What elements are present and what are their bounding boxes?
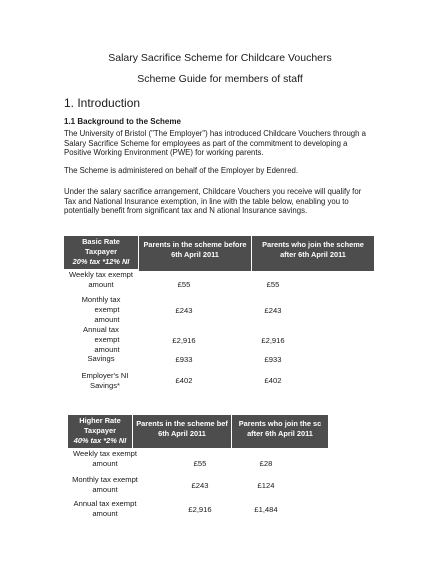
row-label-line: Annual tax exempt	[73, 499, 137, 508]
intro-line: Salary Sacrifice Scheme for employees as part of the commitment to developing a	[64, 138, 348, 148]
table-cell-after: £402	[264, 376, 282, 385]
header-rate: 20% tax *12% NI	[72, 257, 130, 266]
subsection-heading: 1.1 Background to the Scheme	[64, 117, 181, 126]
basic-rate-header	[64, 236, 138, 269]
table-row-label	[64, 270, 138, 290]
header-label: Basic Rate	[82, 237, 120, 246]
admin-line: The Scheme is administered on behalf of the Employer by Edenred.	[64, 166, 299, 175]
table-cell-after: £933	[264, 355, 282, 364]
row-label-line: Savings	[87, 354, 115, 363]
row-label-line: amount	[92, 459, 118, 468]
row-label-line: Annual tax	[83, 325, 119, 334]
header-label: after 6th April 2011	[280, 250, 346, 259]
table-cell-after: £243	[264, 306, 282, 315]
table-row-label	[60, 499, 150, 519]
header-label: Taxpayer	[84, 426, 116, 435]
table-row-label	[64, 295, 138, 325]
row-label-line: Monthly tax	[81, 295, 121, 304]
header-label: after 6th April 2011	[247, 429, 313, 438]
table-row-label	[60, 449, 150, 469]
table-cell-after: £1,484	[254, 505, 278, 514]
exemption-line: Tax and National Insurance exemption, in line with the table below, enabling you to	[64, 196, 349, 206]
table-cell-before: £55	[193, 459, 207, 468]
header-label: Higher Rate	[79, 416, 121, 425]
row-label-line: amount	[94, 315, 120, 324]
row-label-line: Monthly tax exempt	[72, 475, 138, 484]
row-label-line: Weekly tax exempt	[68, 270, 133, 279]
table-cell-after: £28	[259, 459, 273, 468]
table-row-label	[64, 325, 138, 355]
table-cell-before: £933	[175, 355, 193, 364]
table-row-label	[64, 354, 138, 364]
administrator-paragraph	[64, 166, 298, 176]
row-label-line: exempt	[94, 335, 120, 344]
table-row-label	[60, 475, 150, 495]
table-cell-before: £2,916	[188, 505, 212, 514]
document-title: Salary Sacrifice Scheme for Childcare Vouchers	[108, 52, 332, 64]
header-label: Parents in the scheme bef	[136, 419, 228, 428]
row-label-line: Savings*	[90, 381, 120, 390]
table-cell-before: £243	[175, 306, 193, 315]
row-label-line: amount	[92, 485, 118, 494]
row-label-line: Employer's NI	[81, 371, 129, 380]
table-cell-after: £55	[266, 280, 280, 289]
header-label: Parents who join the scheme	[262, 240, 364, 249]
higher-rate-header	[68, 415, 132, 448]
table-cell-after: £124	[257, 481, 275, 490]
intro-line: The University of Bristol ("The Employer") has introduced Childcare Vouchers through a	[64, 129, 366, 138]
before-april-header	[139, 236, 251, 271]
intro-line: Positive Working Environment (PWE) for working parents.	[64, 148, 264, 158]
table-row-label	[64, 371, 146, 391]
section-heading: 1. Introduction	[64, 96, 141, 110]
header-label: Parents in the scheme before	[143, 240, 247, 249]
table-cell-before: £243	[191, 481, 209, 490]
header-label: Parents who join the sc	[238, 419, 322, 428]
exemption-line: potentially benefit from significant tax and N ational Insurance savings.	[64, 206, 308, 216]
row-label-line: exempt	[94, 305, 120, 314]
before-april-header	[133, 415, 231, 448]
row-label-line: Weekly tax exempt	[72, 449, 137, 458]
header-label: 6th April 2011	[171, 250, 219, 259]
header-label: Taxpayer	[85, 247, 117, 256]
table-cell-before: £55	[177, 280, 191, 289]
header-rate: 40% tax *2% NI	[73, 436, 127, 445]
table-cell-before: £402	[175, 376, 193, 385]
row-label-line: amount	[92, 509, 118, 518]
row-label-line: amount	[94, 345, 120, 354]
header-label: 6th April 2011	[158, 429, 206, 438]
intro-paragraph	[64, 129, 366, 158]
after-april-header	[252, 236, 374, 271]
after-april-header	[232, 415, 328, 448]
table-cell-after: £2,916	[261, 336, 285, 345]
exemption-paragraph	[64, 187, 361, 216]
row-label-line: amount	[88, 280, 114, 289]
exemption-line: Under the salary sacrifice arrangement, Childcare Vouchers you receive will qualify for	[64, 187, 362, 196]
document-subtitle: Scheme Guide for members of staff	[137, 73, 303, 85]
table-cell-before: £2,916	[172, 336, 196, 345]
